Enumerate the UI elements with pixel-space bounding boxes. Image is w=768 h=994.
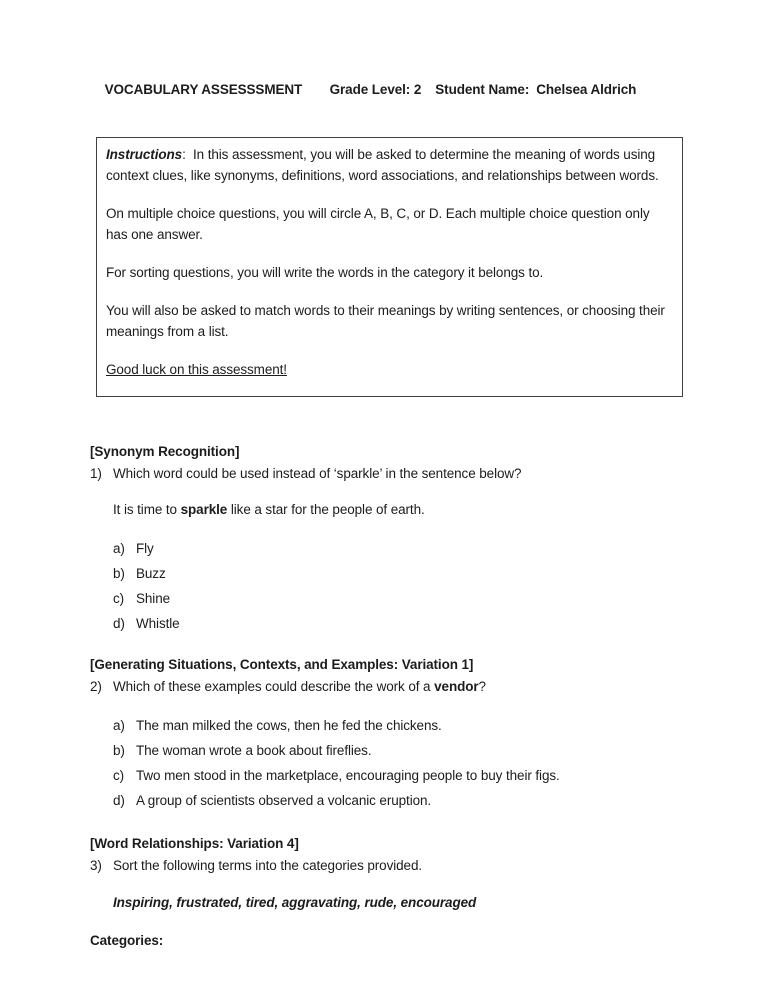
option-a-text: The man milked the cows, then he fed the chickens. <box>136 718 442 733</box>
question-3 <box>90 855 683 876</box>
option-a-text: Fly <box>136 541 154 556</box>
instructions-box <box>96 137 683 397</box>
question-3-text: Sort the following terms into the categories provided. <box>113 858 423 873</box>
question-2-number: 2) <box>90 679 102 694</box>
instructions-label: Instructions <box>106 147 183 162</box>
question-1 <box>90 463 683 484</box>
option-a-letter: a) <box>113 541 125 556</box>
sorting-word-list: Inspiring, frustrated, tired, aggravating, rude, encouraged <box>113 895 477 910</box>
option-a <box>113 538 683 559</box>
option-b <box>113 563 683 584</box>
good-luck-text: Good luck on this assessment! <box>106 362 287 377</box>
question-2-bold-word: vendor <box>434 679 479 694</box>
option-a-letter: a) <box>113 718 125 733</box>
question-2-options <box>113 715 683 811</box>
option-d-text: Whistle <box>136 616 180 631</box>
document-header <box>90 58 683 121</box>
option-b-text: Buzz <box>136 566 166 581</box>
instructions-paragraph-1 <box>106 144 670 186</box>
instructions-paragraph-4: You will also be asked to match words to their meanings by writing sentences, or choosing their meanings from a list. <box>106 303 669 339</box>
option-a <box>113 715 683 736</box>
question-3-number: 3) <box>90 858 102 873</box>
section-heading: [Generating Situations, Contexts, and Examples: Variation 1] <box>90 657 474 672</box>
sentence-bold-word: sparkle <box>180 502 228 517</box>
option-c-text: Two men stood in the marketplace, encouraging people to buy their figs. <box>136 768 560 783</box>
section-heading: [Synonym Recognition] <box>90 444 240 459</box>
question-2-suffix: ? <box>478 679 486 694</box>
question-1-options <box>113 538 683 634</box>
question-1-context-sentence <box>113 499 683 520</box>
option-d <box>113 790 683 811</box>
document-title: VOCABULARY ASSESSSMENT <box>104 82 303 97</box>
option-d-letter: d) <box>113 616 125 631</box>
student-name-value: Chelsea Aldrich <box>536 82 637 97</box>
instructions-intro-text: : In this assessment, you will be asked to determine the meaning of words using context clues, like synonyms, definitions, word associations, and relationships between words. <box>106 147 659 183</box>
section-generating-situations <box>90 654 683 811</box>
instructions-paragraph-2: On multiple choice questions, you will circle A, B, C, or D. Each multiple choice question only has one answer. <box>106 206 654 242</box>
section-word-relationships <box>90 833 683 951</box>
grade-level-label: Grade Level: 2 <box>329 82 422 97</box>
question-1-number: 1) <box>90 466 102 481</box>
sentence-suffix: like a star for the people of earth. <box>227 502 425 517</box>
section-heading: [Word Relationships: Variation 4] <box>90 836 299 851</box>
option-b-text: The woman wrote a book about fireflies. <box>136 743 372 758</box>
instructions-paragraph-3: For sorting questions, you will write the words in the category it belongs to. <box>106 265 544 280</box>
questions-area <box>90 441 683 951</box>
option-c-letter: c) <box>113 768 125 783</box>
option-b <box>113 740 683 761</box>
option-d-letter: d) <box>113 793 125 808</box>
option-c <box>113 765 683 786</box>
option-c <box>113 588 683 609</box>
question-2 <box>90 676 683 697</box>
option-d-text: A group of scientists observed a volcanic eruption. <box>136 793 432 808</box>
sentence-prefix: It is time to <box>113 502 181 517</box>
question-2-prefix: Which of these examples could describe the work of a <box>113 679 435 694</box>
option-b-letter: b) <box>113 743 125 758</box>
student-name-label: Student Name: <box>435 82 530 97</box>
option-d <box>113 613 683 634</box>
option-c-letter: c) <box>113 591 125 606</box>
question-2-text <box>113 676 486 697</box>
question-1-text: Which word could be used instead of ‘sparkle’ in the sentence below? <box>113 466 522 481</box>
option-b-letter: b) <box>113 566 125 581</box>
section-synonym-recognition <box>90 441 683 634</box>
categories-label: Categories: <box>90 933 164 948</box>
option-c-text: Shine <box>136 591 171 606</box>
